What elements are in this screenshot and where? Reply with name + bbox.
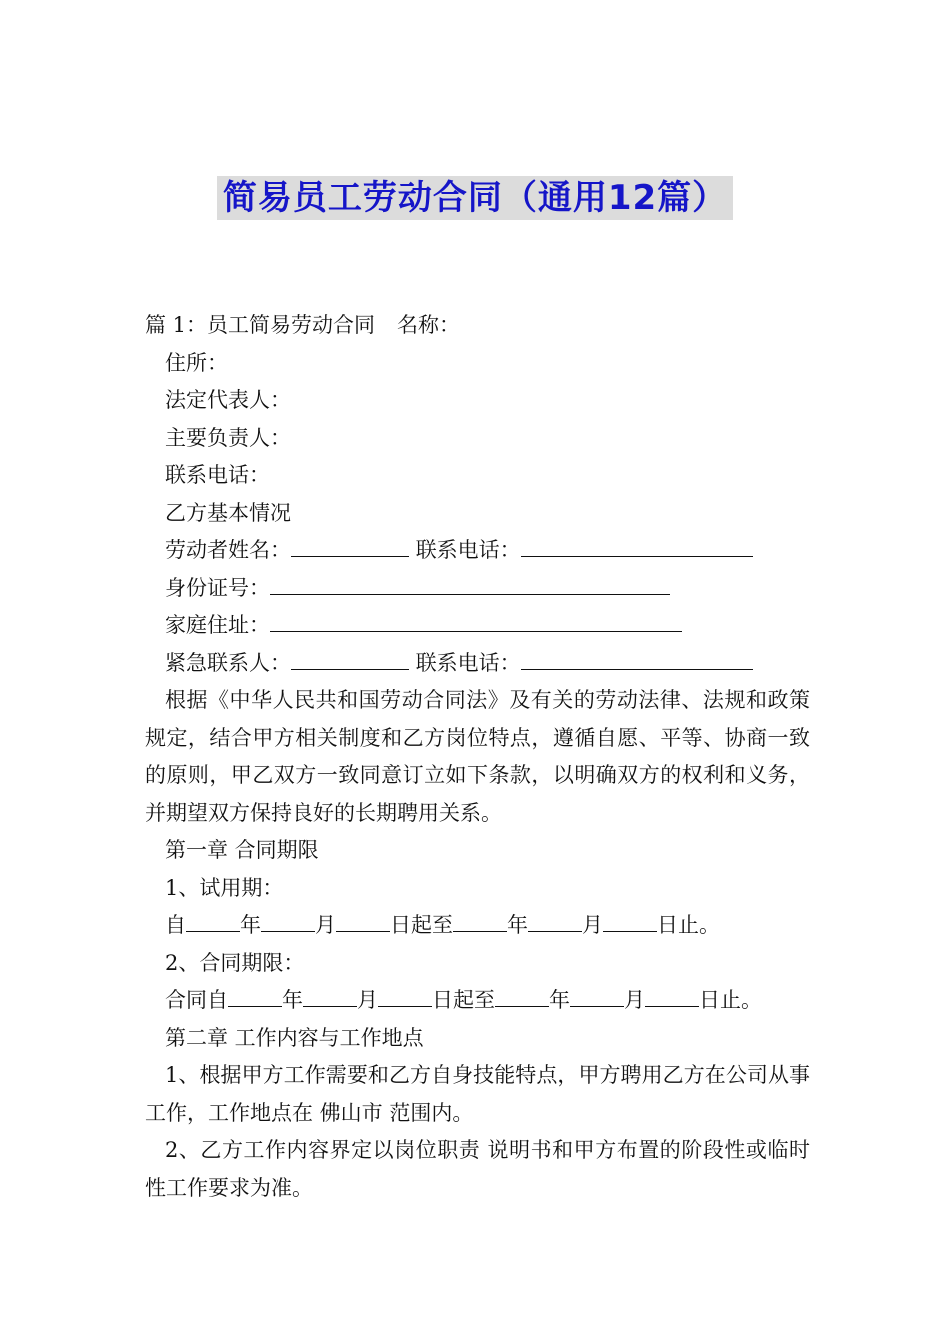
contract-term-dates-line: 合同自 年 月 日起至 年 月 日止。	[145, 982, 810, 1020]
work-content-paragraph-1: 1、根据甲方工作需要和乙方自身技能特点，甲方聘用乙方在公司从事工作，工作地点在 佛山市 范围内。	[145, 1063, 810, 1125]
principal-label: 主要负责人：	[165, 425, 291, 450]
probation-end-month-blank[interactable]	[528, 907, 582, 932]
worker-phone-label: 联系电话：	[415, 538, 521, 562]
term-start-month-blank[interactable]	[303, 982, 357, 1007]
legal-rep-line	[145, 382, 810, 420]
worker-phone-blank[interactable]	[521, 532, 753, 557]
emergency-contact-blank[interactable]	[291, 645, 409, 670]
phone-line	[145, 457, 810, 495]
principal-line	[145, 420, 810, 458]
home-address-line	[145, 607, 810, 645]
section-heading: 篇 1：员工简易劳动合同	[145, 313, 376, 337]
name-label: 名称：	[397, 313, 461, 337]
probation-dates-line: 自 年 月 日起至 年 月 日止。	[145, 907, 810, 945]
emergency-phone-label: 联系电话：	[415, 650, 521, 675]
work-content-paragraph-2: 2、乙方工作内容界定以岗位职责 说明书和甲方布置的阶段性或临时性工作要求为准。	[145, 1138, 810, 1200]
title-container	[0, 176, 950, 220]
term-end-day-blank[interactable]	[645, 982, 699, 1007]
probation-heading: 1、试用期：	[165, 875, 284, 900]
home-address-blank[interactable]	[270, 607, 682, 632]
address-line	[145, 345, 810, 383]
document-title: 简易员工劳动合同（通用12篇）	[217, 176, 733, 220]
party-b-heading-line	[145, 495, 810, 533]
emergency-contact-line	[145, 645, 810, 683]
chapter-one-heading: 第一章 合同期限	[165, 838, 319, 862]
worker-name-label: 劳动者姓名：	[165, 538, 291, 562]
probation-end-year-blank[interactable]	[453, 907, 507, 932]
contract-term-heading: 2、合同期限：	[165, 950, 305, 975]
emergency-contact-label: 紧急联系人：	[165, 650, 291, 675]
worker-name-blank[interactable]	[291, 532, 409, 557]
id-number-label: 身份证号：	[165, 575, 270, 600]
id-number-blank[interactable]	[270, 570, 670, 595]
term-start-day-blank[interactable]	[378, 982, 432, 1007]
legal-rep-label: 法定代表人：	[165, 388, 291, 412]
address-label: 住所：	[165, 350, 228, 375]
term-end-year-blank[interactable]	[495, 982, 549, 1007]
probation-end-day-blank[interactable]	[603, 907, 657, 932]
document-body	[145, 307, 810, 1207]
chapter-two-heading: 第二章 工作内容与工作地点	[165, 1025, 424, 1050]
party-b-heading: 乙方基本情况	[165, 500, 291, 525]
id-number-line	[145, 570, 810, 608]
term-start-year-blank[interactable]	[228, 982, 282, 1007]
worker-name-line	[145, 532, 810, 570]
probation-start-month-blank[interactable]	[261, 907, 315, 932]
home-address-label: 家庭住址：	[165, 613, 270, 637]
preamble-paragraph: 根据《中华人民共和国劳动合同法》及有关的劳动法律、法规和政策规定，结合甲方相关制度和乙方岗位特点，遵循自愿、平等、协商一致的原则，甲乙双方一致同意订立如下条款，以明确双方的权利和义务，并期望双方保持良好的长期聘用关系。	[145, 688, 810, 825]
probation-start-day-blank[interactable]	[336, 907, 390, 932]
term-end-month-blank[interactable]	[570, 982, 624, 1007]
probation-start-year-blank[interactable]	[186, 907, 240, 932]
section-header-line	[145, 307, 810, 345]
phone-label: 联系电话：	[165, 463, 270, 487]
emergency-phone-blank[interactable]	[521, 645, 753, 670]
